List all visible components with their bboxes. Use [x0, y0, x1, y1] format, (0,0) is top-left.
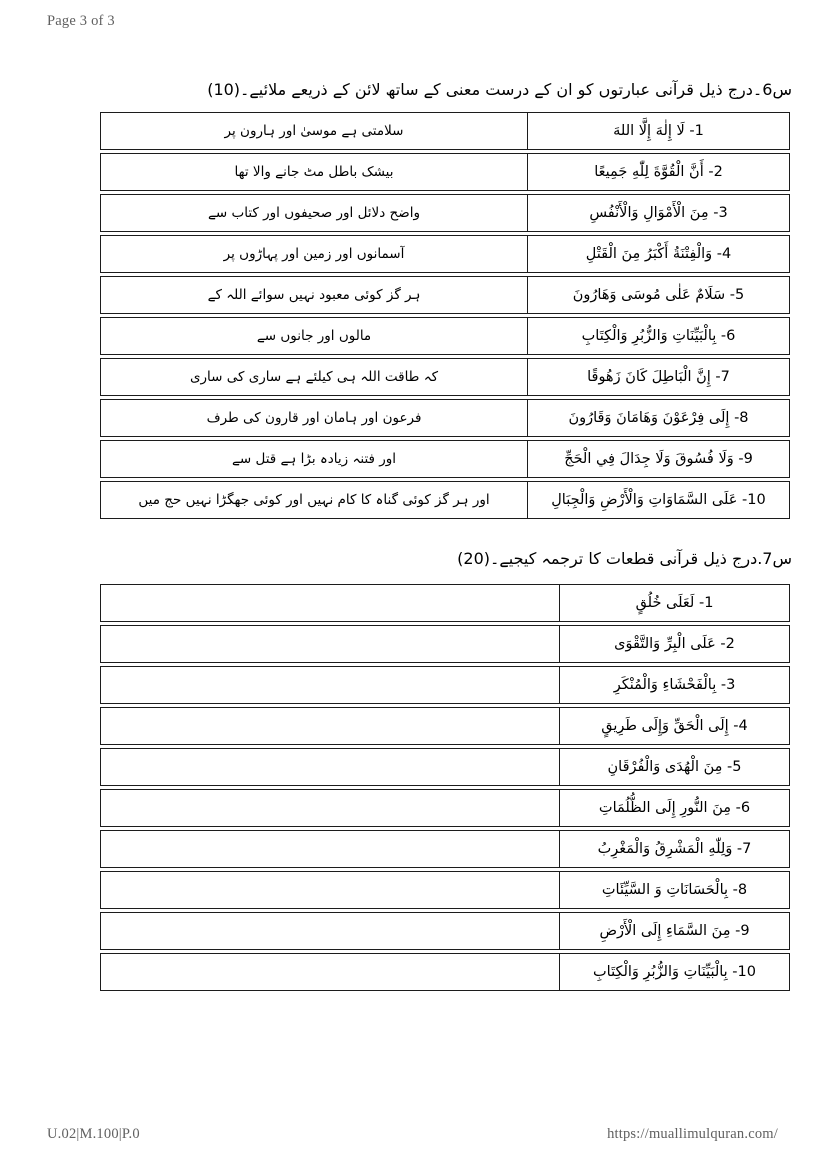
- table-row: [100, 748, 790, 786]
- translation-answer-cell: [101, 831, 559, 867]
- arabic-phrase-cell: 2- أَنَّ الْقُوَّةَ لِلّٰهِ جَمِيعًا: [527, 154, 789, 190]
- meaning-cell: بیشک باطل مٹ جانے والا تھا: [234, 164, 394, 180]
- table-row: [100, 912, 790, 950]
- footer-code: U.02|M.100|P.0: [47, 1126, 140, 1142]
- table-row: [100, 153, 790, 191]
- arabic-phrase-cell: 1- لَا إِلٰهَ إِلَّا اللهَ: [527, 113, 789, 149]
- translation-answer-cell: [101, 585, 559, 621]
- arabic-phrase-cell: 3- مِنَ الْأَمْوَالِ وَالْأَنْفُسِ: [527, 195, 789, 231]
- table-row: [100, 481, 790, 519]
- meaning-cell: کہ طاقت اللہ ہی کیلئے ہے ساری کی ساری: [189, 369, 439, 385]
- arabic-phrase-cell: 9- وَلَا فُسُوقَ وَلَا جِدَالَ فِي الْحَجِّ: [527, 441, 789, 477]
- footer-url[interactable]: https://muallimulquran.com/: [607, 1126, 778, 1142]
- meaning-cell: واضح دلائل اور صحیفوں اور کتاب سے: [208, 205, 420, 221]
- arabic-phrase-cell: 1- لَعَلَى خُلُقٍ: [559, 585, 789, 621]
- arabic-phrase-cell: 8- إِلَى فِرْعَوْنَ وَهَامَانَ وَقَارُونَ: [527, 400, 789, 436]
- arabic-phrase-cell: 4- وَالْفِتْنَةُ أَكْبَرُ مِنَ الْقَتْلِ: [527, 236, 789, 272]
- arabic-phrase-cell: 3- بِالْفَحْشَاءِ وَالْمُنْكَرِ: [559, 667, 789, 703]
- arabic-phrase-cell: 5- مِنَ الْهُدَى وَالْفُرْقَانِ: [559, 749, 789, 785]
- page-number: Page 3 of 3: [47, 13, 115, 29]
- translation-answer-cell: [101, 626, 559, 662]
- meaning-cell: سلامتی ہے موسیٰ اور ہارون پر: [224, 123, 404, 139]
- table-row: [100, 953, 790, 991]
- table-row: [100, 235, 790, 273]
- table-row: [100, 625, 790, 663]
- table-row: [100, 440, 790, 478]
- translation-answer-cell: [101, 954, 559, 990]
- question-6-heading: س6۔درج ذیل قرآنی عبارتوں کو ان کے درست معنی کے ساتھ لائن کے ذریعے ملائیے۔(10): [207, 80, 792, 99]
- arabic-phrase-cell: 9- مِنَ السَّمَاءِ إِلَى الْأَرْضِ: [559, 913, 789, 949]
- q7-translation-table: [100, 584, 790, 994]
- translation-answer-cell: [101, 708, 559, 744]
- meaning-cell: ہر گز کوئی معبود نہیں سوائے اللہ کے: [207, 287, 421, 303]
- arabic-phrase-cell: 8- بِالْحَسَانَاتِ وَ السَّيِّئَاتِ: [559, 872, 789, 908]
- translation-answer-cell: [101, 749, 559, 785]
- arabic-phrase-cell: 2- عَلَى الْبِرِّ وَالتَّقْوَى: [559, 626, 789, 662]
- table-row: [100, 194, 790, 232]
- table-row: [100, 399, 790, 437]
- table-row: [100, 358, 790, 396]
- translation-answer-cell: [101, 790, 559, 826]
- meaning-cell: آسمانوں اور زمین اور پہاڑوں پر: [223, 246, 405, 262]
- arabic-phrase-cell: 7- إِنَّ الْبَاطِلَ كَانَ زَهُوقًا: [527, 359, 789, 395]
- arabic-phrase-cell: 6- مِنَ النُّورِ إِلَى الظُّلُمَاتِ: [559, 790, 789, 826]
- question-7-heading: س7.درج ذیل قرآنی قطعات کا ترجمہ کیجیے۔(20): [457, 549, 792, 568]
- table-row: [100, 830, 790, 868]
- table-row: [100, 112, 790, 150]
- table-row: [100, 276, 790, 314]
- arabic-phrase-cell: 6- بِالْبَيِّنَاتِ وَالزُّبُرِ وَالْكِتَابِ: [527, 318, 789, 354]
- table-row: [100, 317, 790, 355]
- table-row: [100, 584, 790, 622]
- meaning-cell: اور فتنہ زیادہ بڑا ہے قتل سے: [231, 451, 397, 467]
- translation-answer-cell: [101, 913, 559, 949]
- arabic-phrase-cell: 10- عَلَى السَّمَاوَاتِ وَالْأَرْضِ وَالْجِبَالِ: [527, 482, 789, 518]
- table-row: [100, 871, 790, 909]
- table-row: [100, 789, 790, 827]
- translation-answer-cell: [101, 667, 559, 703]
- q6-matching-table: [100, 112, 790, 522]
- arabic-phrase-cell: 10- بِالْبَيِّنَاتِ وَالزُّبُرِ وَالْكِتَابِ: [559, 954, 789, 990]
- arabic-phrase-cell: 5- سَلَامٌ عَلٰى مُوسَى وَهَارُونَ: [527, 277, 789, 313]
- meaning-cell: اور ہر گز کوئی گناہ کا کام نہیں اور کوئی جھگڑا نہیں حج میں: [138, 492, 490, 508]
- meaning-cell: فرعون اور ہامان اور قارون کی طرف: [206, 410, 422, 426]
- table-row: [100, 666, 790, 704]
- arabic-phrase-cell: 4- إِلَى الْحَقِّ وَإِلَى طَرِيقٍ: [559, 708, 789, 744]
- meaning-cell: مالوں اور جانوں سے: [256, 328, 372, 344]
- table-row: [100, 707, 790, 745]
- translation-answer-cell: [101, 872, 559, 908]
- arabic-phrase-cell: 7- وَلِلّٰهِ الْمَشْرِقُ وَالْمَغْرِبُ: [559, 831, 789, 867]
